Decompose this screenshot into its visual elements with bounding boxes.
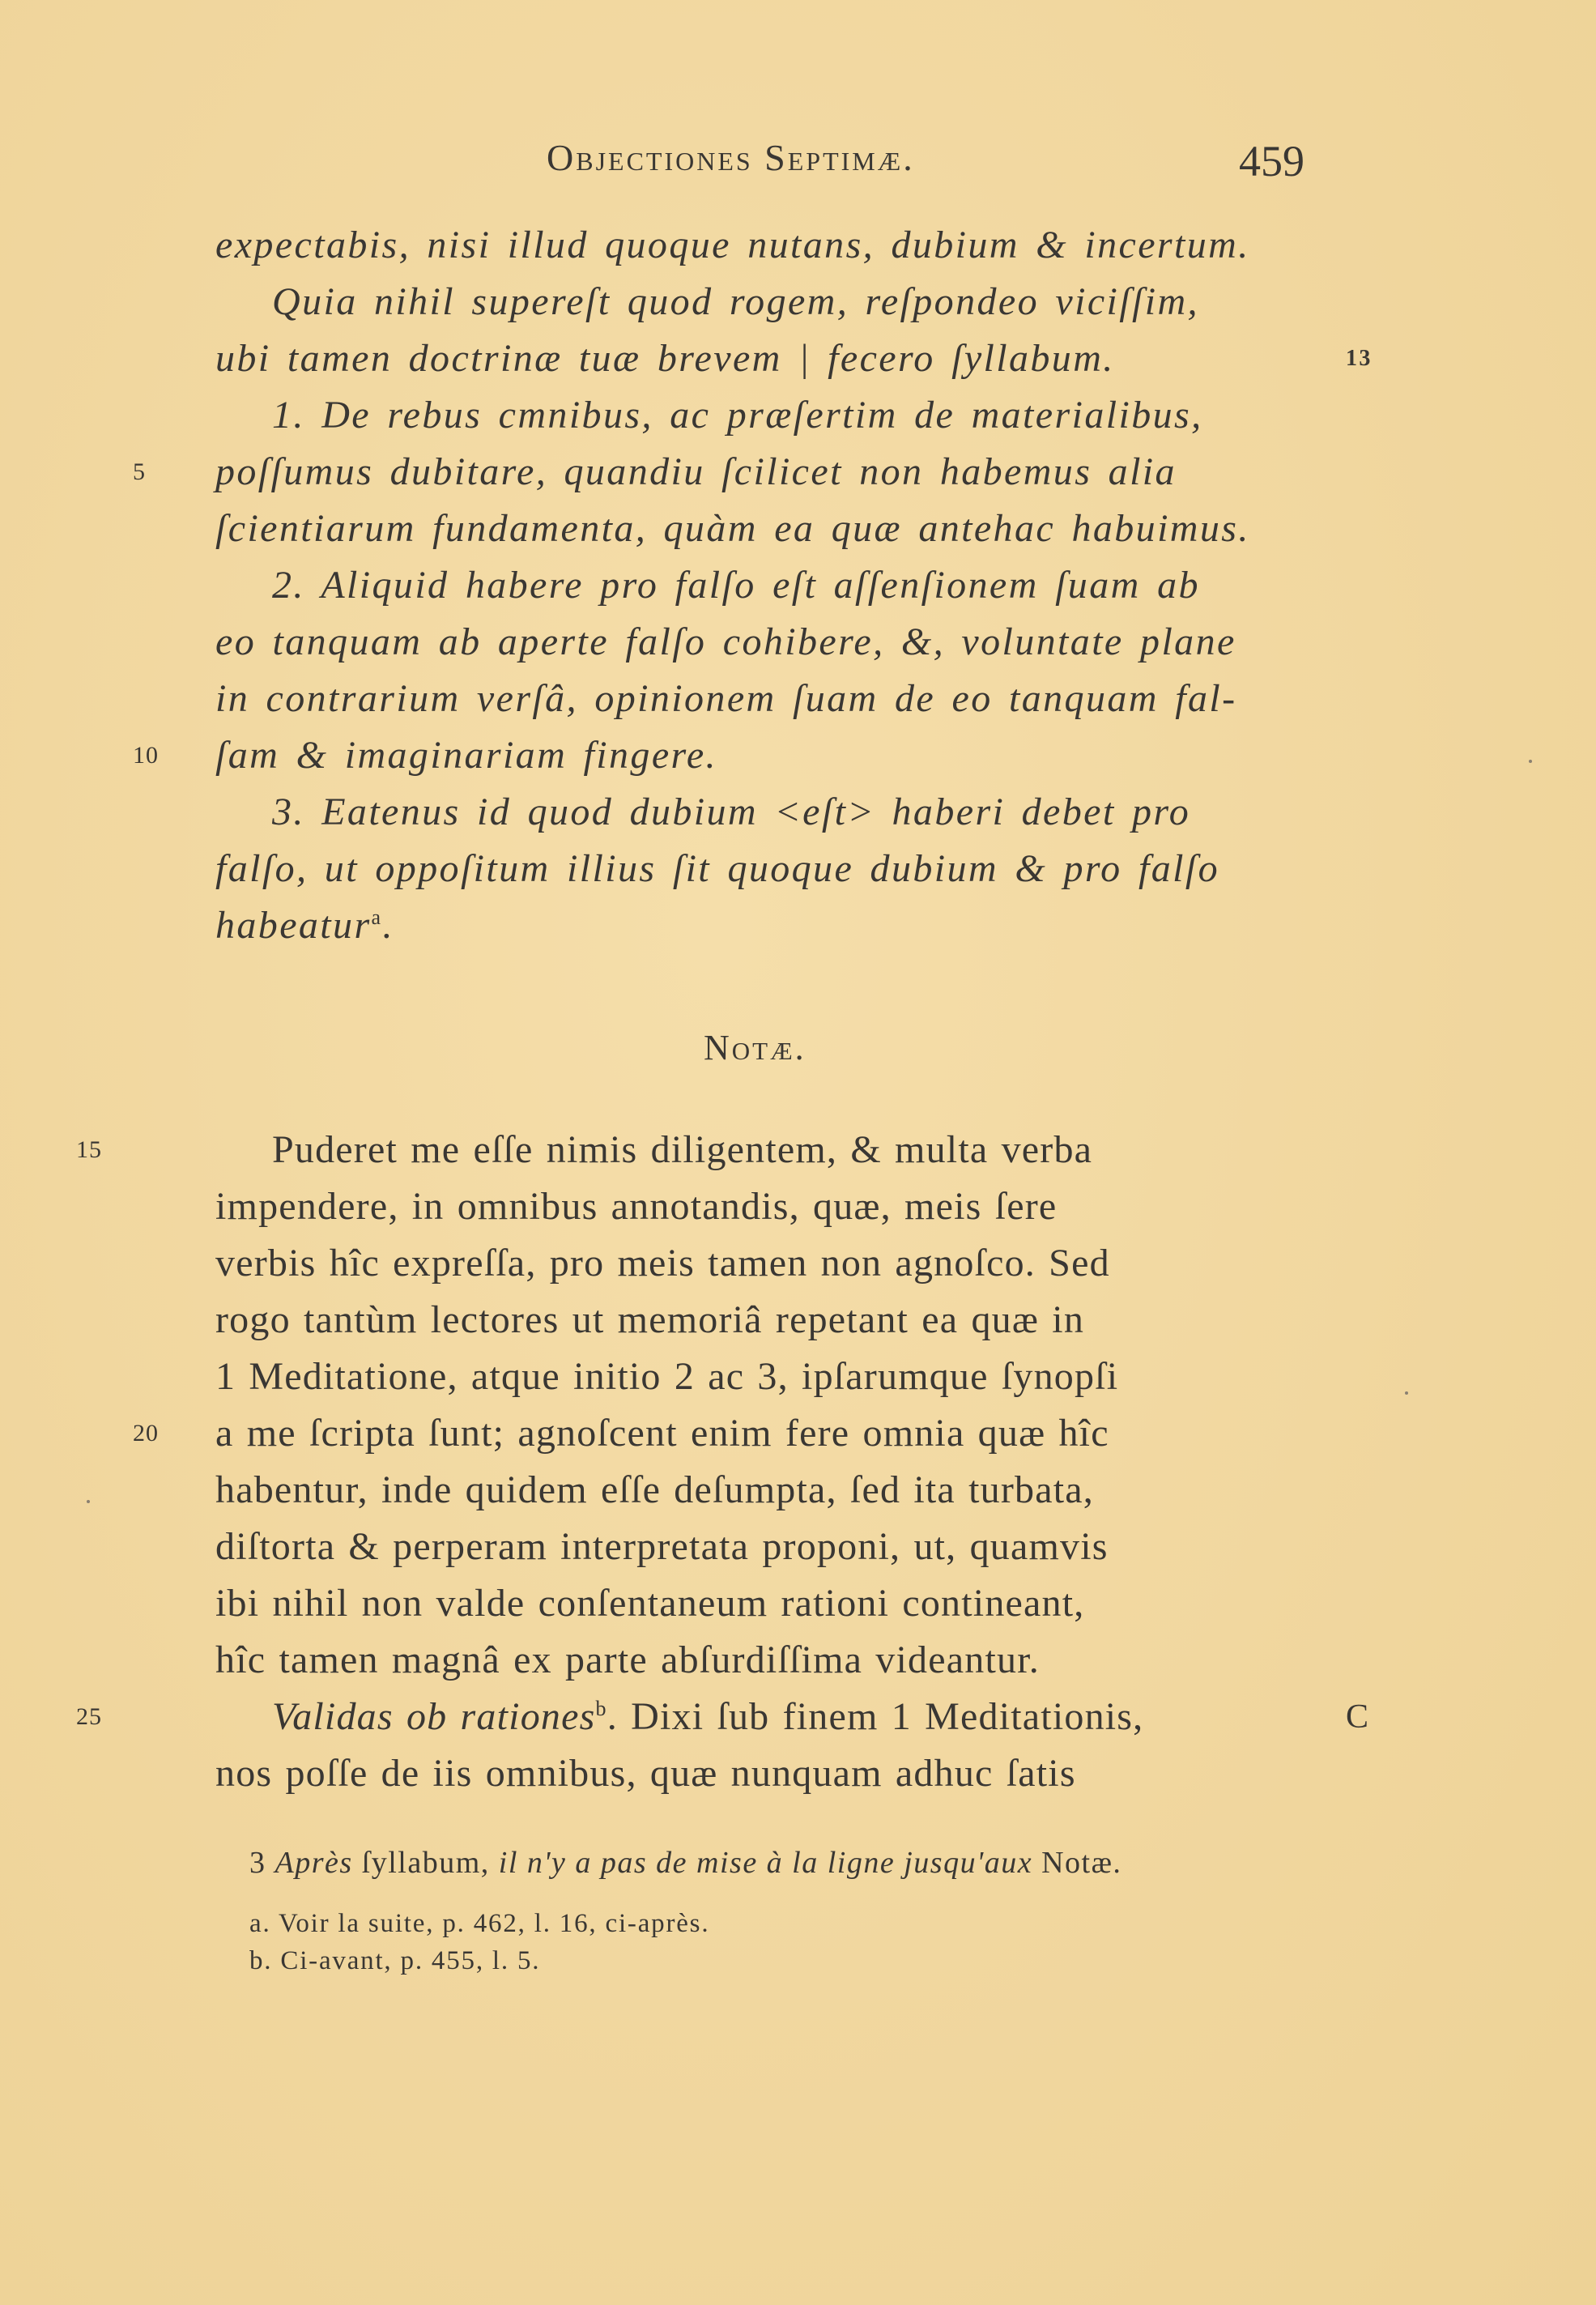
text-line: ubi tamen doctrinæ tuæ brevem | fecero ſyllabum. 13 [215,330,1309,387]
footnote-ref: a [371,905,383,929]
text-line: in contrarium verſâ, opinionem ſuam de eo tanquam fal- [215,677,1237,720]
page-number: 459 [1239,137,1304,185]
text-line: diſtorta & perperam interpretata proponi, ut, quamvis [215,1525,1109,1568]
line-number: 10 [133,742,159,769]
line-number: 20 [133,1420,159,1446]
text-line: 25 Validas ob rationes$^b$. Dixi ſub finem 1 Meditationis, C [215,1689,1309,1745]
text-line: hîc tamen magnâ ex parte abſurdiſſima videantur. [215,1638,1040,1681]
text-line: rogo tantùm lectores ut memoriâ repetant ea quæ in [215,1298,1085,1341]
margin-page-ref: 13 [1346,346,1373,371]
paper-speck [1405,1391,1408,1395]
text-line: habeatur$^a$. [215,904,394,947]
margin-page-ref: C [1346,1698,1370,1736]
footnote-b: b. Ci-avant, p. 455, l. 5. [249,1946,541,1975]
text-line: falſo, ut oppoſitum illius ſit quoque dubium & pro falſo [215,847,1219,890]
text-line: 2. Aliquid habere pro falſo eſt aſſenſionem ſuam ab [272,564,1200,607]
text-line: ſcientiarum fundamenta, quàm ea quæ antehac habuimus. [215,507,1250,550]
latin-text-block [133,217,1373,954]
line-number: 5 [133,458,146,485]
paper-speck [1529,760,1532,763]
footnote-a: a. Voir la suite, p. 462, l. 16, ci-après. [249,1909,710,1938]
text-line: verbis hîc expreſſa, pro meis tamen non agnoſco. Sed [215,1242,1110,1285]
text-line: 20 a me ſcripta ſunt; agnoſcent enim fere omnia quæ hîc [215,1405,1309,1462]
text-line: expectabis, nisi illud quoque nutans, dubium & incertum. [215,224,1250,266]
text-line: 15 Puderet me eſſe nimis diligentem, & multa verba [215,1122,1309,1178]
footnote-variant: 3 Après ſyllabum, il n'y a pas de mise à la ligne jusqu'aux Notæ. [249,1846,1122,1880]
text-line: 1. De rebus cmnibus, ac præſertim de materialibus, [272,394,1203,437]
line-number: 25 [76,1703,102,1730]
text-line: impendere, in omnibus annotandis, quæ, meis ſere [215,1185,1058,1228]
text-line: ibi nihil non valde conſentaneum rationi contineant, [215,1582,1085,1625]
text-line: habentur, inde quidem eſſe deſumpta, ſed ita turbata, [215,1468,1095,1511]
running-title: Objectiones Septimæ. [547,137,915,178]
text-line: 1 Meditatione, atque initio 2 ac 3, ipſarumque ſynopſi [215,1355,1119,1398]
section-title: Notæ. [704,1028,807,1067]
text-line: Quia nihil supereſt quod rogem, reſpondeo viciſſim, [272,280,1199,323]
text-line: nos poſſe de iis omnibus, quæ nunquam adhuc ſatis [215,1752,1076,1795]
footnotes [249,1838,1318,1979]
text-line: 3. Eatenus id quod dubium <eſt> haberi debet pro [272,790,1191,833]
text-line: 5 poſſumus dubitare, quandiu ſcilicet non habemus alia [215,444,1309,501]
notes-text-block [76,1122,1370,1802]
paper-speck [87,1500,90,1503]
text-line: eo tanquam ab aperte falſo cohibere, &, voluntate plane [215,620,1236,663]
line-number: 15 [76,1136,102,1163]
text-line: 10 ſam & imaginariam fingere. [215,727,1309,784]
footnote-ref: b [595,1697,607,1720]
